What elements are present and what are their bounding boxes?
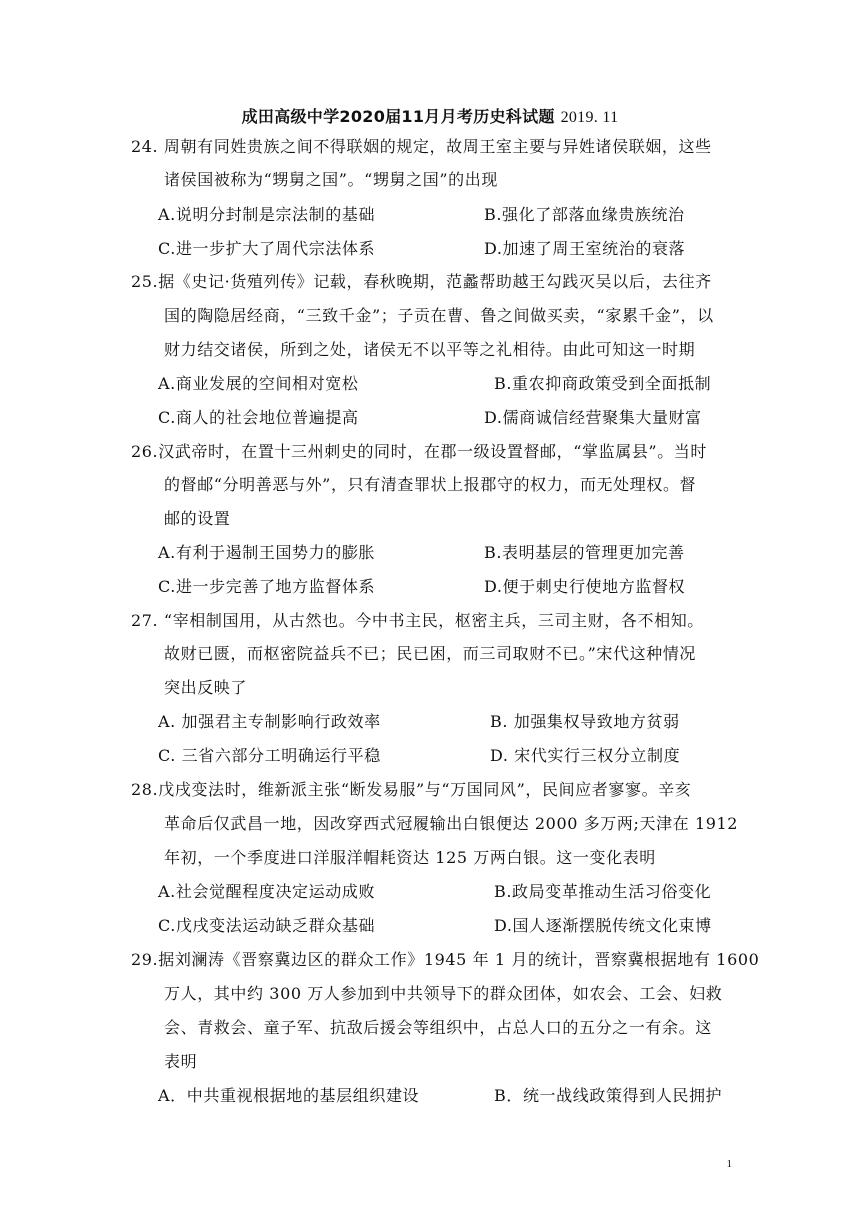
question-27-option-d: D. 宋代实行三权分立制度: [490, 746, 681, 765]
question-27-option-c: C. 三省六部分工明确运行平稳: [158, 746, 381, 765]
page-title: [0, 104, 860, 127]
question-29-line-1: 29.据刘澜涛《晋察冀边区的群众工作》1945 年 1 月的统计，晋察冀根据地有 1600: [131, 950, 760, 969]
question-25-line-2: 国的陶隐居经商，“三致千金”；子贡在曹、鲁之间做买卖，“家累千金”，以: [164, 306, 714, 325]
question-24-line-1: 24. 周朝有同姓贵族之间不得联姻的规定，故周王室主要与异姓诸侯联姻，这些: [131, 137, 712, 156]
question-27-line-2: 故财已匮，而枢密院益兵不已；民已困，而三司取财不已。”宋代这种情况: [164, 644, 696, 663]
question-29-line-2: 万人，其中约 300 万人参加到中共领导下的群众团体，如农会、工会、妇救: [164, 984, 723, 1003]
question-26-option-b: B.表明基层的管理更加完善: [484, 543, 685, 562]
question-24-option-c: C.进一步扩大了周代宗法体系: [158, 239, 376, 258]
question-29-line-4: 表明: [164, 1052, 198, 1071]
question-26-option-d: D.便于刺史行使地方监督权: [484, 577, 686, 596]
question-28-line-1: 28.戊戌变法时，维新派主张“断发易服”与“万国同风”，民间应者寥寥。辛亥: [131, 780, 692, 799]
question-28-option-c: C.戊戌变法运动缺乏群众基础: [158, 916, 376, 935]
question-26-option-a: A.有利于遏制王国势力的膨胀: [158, 543, 376, 562]
question-27-option-b: B. 加强集权导致地方贫弱: [490, 712, 680, 731]
question-24-option-b: B.强化了部落血缘贵族统治: [484, 205, 685, 224]
question-25-option-b: B.重农抑商政策受到全面抵制: [494, 374, 712, 393]
question-29-option-a: A．中共重视根据地的基层组织建设: [158, 1086, 420, 1105]
question-25-option-d: D.儒商诚信经营聚集大量财富: [484, 408, 702, 427]
question-27-line-1: 27. “宰相制国用，从古然也。今中书主民，枢密主兵，三司主财，各不相知。: [131, 611, 704, 630]
question-26-line-1: 26.汉武帝时，在置十三州刺史的同时，在郡一级设置督邮，“掌监属县”。当时: [131, 442, 708, 461]
question-28-line-3: 年初，一个季度进口洋服洋帽耗资达 125 万两白银。这一变化表明: [164, 848, 656, 867]
question-29-line-3: 会、青救会、童子军、抗敌后援会等组织中，占总人口的五分之一有余。这: [164, 1018, 712, 1037]
question-24-option-d: D.加速了周王室统治的衰落: [484, 239, 686, 258]
page-number: 1: [726, 1158, 732, 1170]
question-27-option-a: A. 加强君主专制影响行政效率: [158, 712, 381, 731]
exam-date: 2019. 11: [560, 109, 619, 126]
question-25-option-a: A.商业发展的空间相对宽松: [158, 374, 359, 393]
question-24-line-2: 诸侯国被称为“甥舅之国”。“甥舅之国”的出现: [164, 170, 498, 189]
question-27-line-3: 突出反映了: [164, 678, 248, 697]
question-28-option-a: A.社会觉醒程度决定运动成败: [158, 882, 376, 901]
exam-title: 成田高级中学2020届11月月考历史科试题: [241, 107, 555, 126]
question-25-line-3: 财力结交诸侯，所到之处，诸侯无不以平等之礼相待。由此可知这一时期: [164, 340, 696, 359]
question-29-option-b: B．统一战线政策得到人民拥护: [494, 1086, 723, 1105]
question-28-option-b: B.政局变革推动生活习俗变化: [494, 882, 712, 901]
question-24-option-a: A.说明分封制是宗法制的基础: [158, 205, 376, 224]
question-25-option-c: C.商人的社会地位普遍提高: [158, 408, 359, 427]
question-26-line-2: 的督邮“分明善恶与外”，只有清查罪状上报郡守的权力，而无处理权。督: [164, 475, 697, 494]
question-28-option-d: D.国人逐渐摆脱传统文化束博: [494, 916, 712, 935]
question-26-option-c: C.进一步完善了地方监督体系: [158, 577, 376, 596]
question-28-line-2: 革命后仅武昌一地，因改穿西式冠履输出白银便达 2000 多万两;天津在 1912: [164, 814, 739, 833]
question-26-line-3: 邮的设置: [164, 509, 231, 528]
question-25-line-1: 25.据《史记·货殖列传》记载，春秋晚期，范蠡帮助越王勾践灭吴以后，去往齐: [131, 272, 712, 291]
